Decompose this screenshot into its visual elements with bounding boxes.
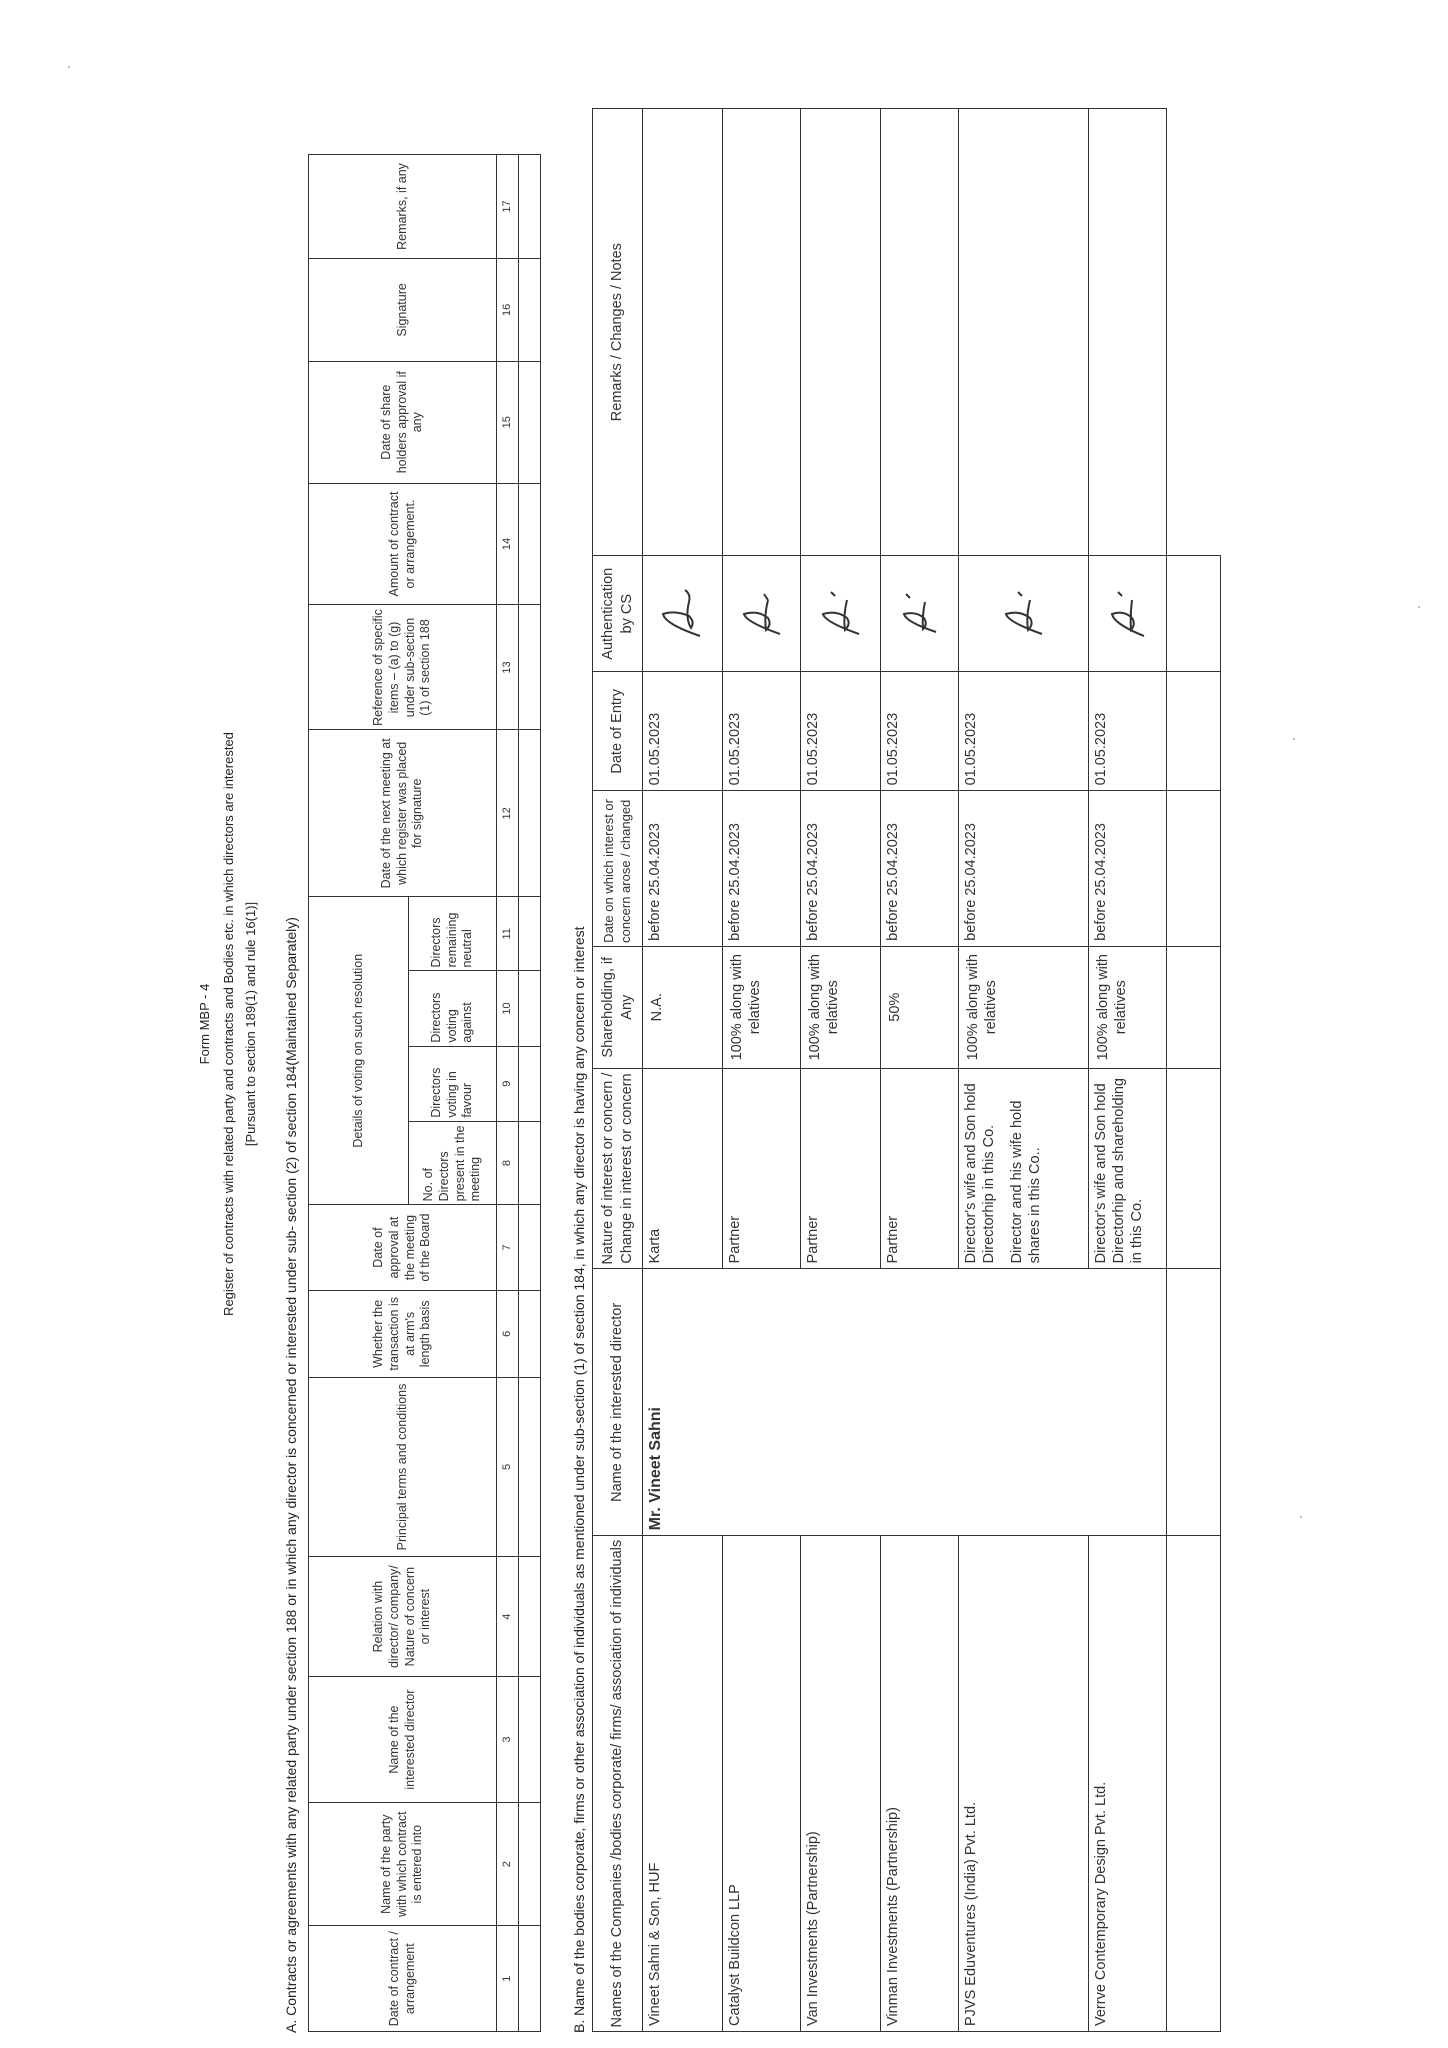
col-number: 10 xyxy=(497,971,519,1046)
company-name: PJVS Eduventures (India) Pvt. Ltd. xyxy=(959,1536,1089,2032)
col-director-name: Name of the interested director xyxy=(593,1269,643,1536)
col-reference-items: Reference of specific items – (a) to (g) under sub-section (1) of section 188 xyxy=(309,605,497,730)
remarks-cell xyxy=(1089,109,1167,556)
col-number: 15 xyxy=(497,361,519,483)
interests-table xyxy=(592,108,1221,2032)
empty-row xyxy=(1167,109,1221,2032)
date-of-entry: 01.05.2023 xyxy=(881,672,959,791)
col-authentication: Authentication by CS xyxy=(593,556,643,672)
scan-speck xyxy=(1293,738,1295,740)
col-number: 5 xyxy=(497,1377,519,1556)
date-interest-arose: before 25.04.2023 xyxy=(801,791,881,946)
col-number: 17 xyxy=(497,155,519,259)
col-number: 7 xyxy=(497,1205,519,1290)
scan-speck xyxy=(68,66,70,68)
col-number: 2 xyxy=(497,1802,519,1925)
col-shareholding: Shareholding, if Any xyxy=(593,946,643,1068)
col-date-interest: Date on which interest or concern arose / changed xyxy=(593,791,643,946)
empty-row xyxy=(519,155,541,2032)
col-number: 4 xyxy=(497,1557,519,1677)
col-number: 13 xyxy=(497,605,519,730)
shareholding-value: 100% along with relatives xyxy=(1089,946,1167,1068)
signature-mark-icon xyxy=(996,584,1051,644)
date-interest-arose: before 25.04.2023 xyxy=(959,791,1089,946)
date-of-entry: 01.05.2023 xyxy=(801,672,881,791)
remarks-cell xyxy=(643,109,723,556)
date-interest-arose: before 25.04.2023 xyxy=(1089,791,1167,946)
date-interest-arose: before 25.04.2023 xyxy=(723,791,801,946)
date-of-entry: 01.05.2023 xyxy=(1089,672,1167,791)
col-amount: Amount of contract or arrangement. xyxy=(309,483,497,605)
signature-mark-icon xyxy=(655,584,710,644)
col-nature-interest: Nature of interest or concern / Change in interest or concern xyxy=(593,1068,643,1269)
cs-signature xyxy=(959,556,1089,672)
table-row xyxy=(1089,109,1167,2032)
table-row xyxy=(643,109,723,2032)
date-interest-arose: before 25.04.2023 xyxy=(881,791,959,946)
contracts-table xyxy=(308,154,541,2032)
col-date-entry: Date of Entry xyxy=(593,672,643,791)
remarks-cell xyxy=(723,109,801,556)
col-number: 12 xyxy=(497,730,519,897)
cs-signature xyxy=(643,556,723,672)
company-name: Vineet Sahni & Son, HUF xyxy=(643,1536,723,2032)
col-number: 6 xyxy=(497,1290,519,1377)
section-b-heading: B. Name of the bodies corporate, firms or other association of individuals as mentioned under sub-section (1) of section 184, in which any director is having any concern or interest xyxy=(571,926,587,2033)
nature-of-interest: Partner xyxy=(723,1068,801,1269)
table-row xyxy=(801,109,881,2032)
col-company-name: Names of the Companies /bodies corporate/ firms/ association of individuals xyxy=(593,1536,643,2032)
scan-speck xyxy=(1418,606,1420,608)
table-row xyxy=(881,109,959,2032)
col-interested-director: Name of the interested director xyxy=(309,1677,497,1803)
remarks-cell xyxy=(801,109,881,556)
signature-mark-icon xyxy=(734,584,789,644)
col-remarks: Remarks, if any xyxy=(309,155,497,259)
remarks-cell xyxy=(881,109,959,556)
nature-of-interest: Partner xyxy=(801,1068,881,1269)
company-name: Verrve Contemporary Design Pvt. Ltd. xyxy=(1089,1536,1167,2032)
shareholding-value: 50% xyxy=(881,946,959,1068)
company-name: Catalyst Buildcon LLP xyxy=(723,1536,801,2032)
shareholding-value: N.A. xyxy=(643,946,723,1068)
col-next-meeting: Date of the next meeting at which register was placed for signature xyxy=(309,730,497,897)
date-of-entry: 01.05.2023 xyxy=(723,672,801,791)
col-number: 16 xyxy=(497,258,519,361)
col-remaining-neutral: Directors remaining neutral xyxy=(409,897,497,971)
form-title: Form MBP - 4 xyxy=(197,983,212,1065)
col-principal-terms: Principal terms and conditions xyxy=(309,1377,497,1556)
nature-line-2: Director and his wife hold shares in this Co.. xyxy=(1009,1100,1044,1264)
col-remarks-notes: Remarks / Changes / Notes xyxy=(593,109,643,556)
cs-signature xyxy=(723,556,801,672)
date-of-entry: 01.05.2023 xyxy=(643,672,723,791)
signature-mark-icon xyxy=(813,584,868,644)
col-number: 9 xyxy=(497,1046,519,1121)
col-shareholder-approval: Date of share holders approval if any xyxy=(309,361,497,483)
col-number: 1 xyxy=(497,1926,519,2032)
register-title: Register of contracts with related party and contracts and Bodies etc. in which directors are interested xyxy=(221,732,236,1316)
col-voting-against: Directors voting against xyxy=(409,971,497,1046)
col-party-name: Name of the party with which contract is entered into xyxy=(309,1802,497,1925)
nature-of-interest xyxy=(959,1068,1089,1269)
date-interest-arose: before 25.04.2023 xyxy=(643,791,723,946)
col-date-contract: Date of contract / arrangement xyxy=(309,1926,497,2032)
signature-mark-icon xyxy=(892,584,947,644)
table-row xyxy=(959,109,1089,2032)
column-number-row xyxy=(497,155,519,2032)
nature-of-interest: Karta xyxy=(643,1068,723,1269)
col-directors-present: No. of Directors present in the meeting xyxy=(409,1121,497,1205)
col-arms-length: Whether the transaction is at arm's length basis xyxy=(309,1290,497,1377)
table-row xyxy=(723,109,801,2032)
nature-line-1: Director's wife and Son hold Directorhip in this Co. xyxy=(963,1083,998,1264)
col-number: 3 xyxy=(497,1677,519,1803)
scan-speck xyxy=(1300,1516,1302,1518)
shareholding-value: 100% along with relatives xyxy=(801,946,881,1068)
shareholding-value: 100% along with relatives xyxy=(959,946,1089,1068)
col-number: 8 xyxy=(497,1121,519,1205)
nature-of-interest: Director's wife and Son hold Directorhip and shareholding in this Co. xyxy=(1089,1068,1167,1269)
signature-mark-icon xyxy=(1100,584,1155,644)
col-number: 11 xyxy=(497,897,519,971)
col-voting-favour: Directors voting in favour xyxy=(409,1046,497,1121)
company-name: Vinman Investments (Partnership) xyxy=(881,1536,959,2032)
nature-of-interest: Partner xyxy=(881,1068,959,1269)
section-a-heading: A. Contracts or agreements with any related party under section 188 or in which any director is concerned or interested under sub- section (2) of section 184(Maintained Separately) xyxy=(283,917,299,2033)
col-signature: Signature xyxy=(309,258,497,361)
cs-signature xyxy=(1089,556,1167,672)
remarks-cell xyxy=(959,109,1089,556)
date-of-entry: 01.05.2023 xyxy=(959,672,1089,791)
col-number: 14 xyxy=(497,483,519,605)
interested-director-name: Mr. Vineet Sahni xyxy=(643,1269,1167,1536)
col-voting-details: Details of voting on such resolution xyxy=(309,897,409,1205)
cs-signature xyxy=(881,556,959,672)
company-name: Van Investments (Partnership) xyxy=(801,1536,881,2032)
shareholding-value: 100% along with relatives xyxy=(723,946,801,1068)
col-relation: Relation with director/ company/ Nature of concern or interest xyxy=(309,1557,497,1677)
cs-signature xyxy=(801,556,881,672)
pursuant-note: [Pursuant to section 189(1) and rule 16(1)] xyxy=(243,901,258,1147)
col-board-approval-date: Date of approval at the meeting of the Board xyxy=(309,1205,497,1290)
